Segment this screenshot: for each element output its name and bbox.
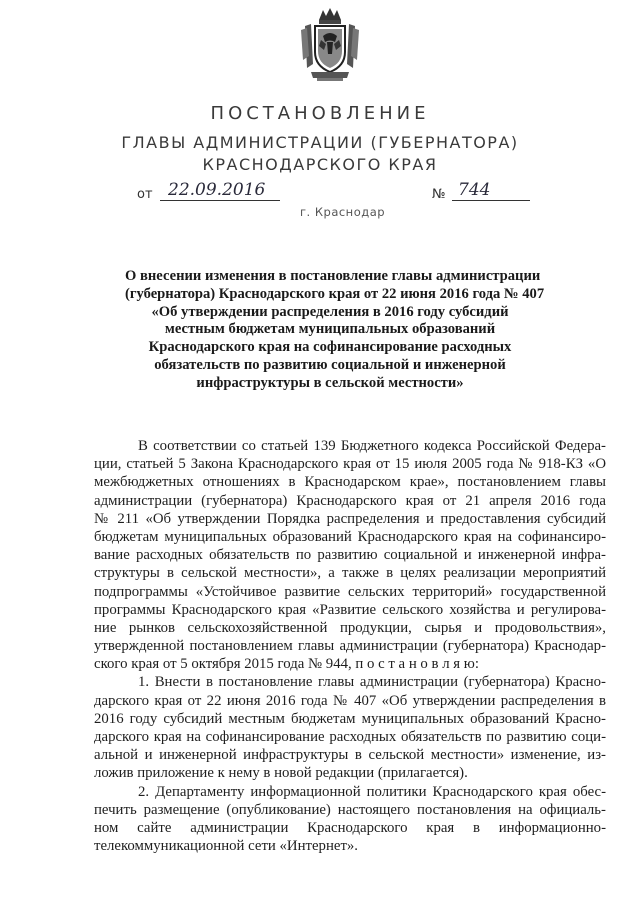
body-line: структуры в сельской местности», а также в целях реализации мероприятий: [94, 565, 606, 582]
body-line: подпрограммы «Устойчивое развитие сельских территорий» государственной: [94, 583, 606, 600]
body-line: ние рынков сельскохозяйственной продукции, сырья и продовольствия»,: [94, 619, 606, 636]
body-line: ции, статьей 5 Закона Краснодарского края от 15 июля 2005 года № 918-КЗ «О: [94, 456, 606, 473]
title-line: обязательств по развитию социальной и инженерной: [154, 356, 506, 373]
title-line: (губернатора) Краснодарского края от 22 июня 2016 года № 407: [125, 285, 545, 302]
body-line: В соответствии со статьей 139 Бюджетного кодекса Российской Федера-: [138, 438, 606, 454]
body-line: телекоммуникационной сети «Интернет».: [94, 838, 359, 855]
body-line: 1. Внести в постановление главы администрации (губернатора) Красно-: [138, 674, 606, 691]
body-line: ном сайте администрации Краснодарского края в информационно-: [94, 819, 606, 836]
body-line: бюджетам муниципальных образований Краснодарского края на софинансиро-: [94, 528, 606, 545]
date-underline: [160, 200, 280, 201]
number-prefix: №: [432, 187, 446, 202]
body-line: программы Краснодарского края «Развитие сельского хозяйства и регулирова-: [94, 601, 606, 618]
body-line: 2. Департаменту информационной политики Краснодарского края обес-: [138, 783, 606, 800]
date-prefix: от: [137, 187, 153, 202]
body-line: ложив приложение к нему в новой редакции (прилагается).: [94, 765, 468, 782]
title-line: инфраструктуры в сельской местности»: [196, 374, 464, 391]
city-label: г. Краснодар: [300, 205, 386, 219]
body-line: печить размещение (опубликование) настоящего постановления на официаль-: [94, 801, 606, 818]
issuer-heading: ГЛАВЫ АДМИНИСТРАЦИИ (ГУБЕРНАТОРА): [121, 133, 519, 152]
body-line: дарского края на софинансирование расходных обязательств по развитию соци-: [94, 729, 606, 745]
date-value: 22.09.2016: [168, 180, 266, 200]
body-line: 2016 году субсидий местным бюджетам муниципальных образований Красно-: [94, 710, 606, 727]
body-line: межбюджетных отношениях в Краснодарском крае», постановлением главы: [94, 474, 606, 491]
region-heading: КРАСНОДАРСКОГО КРАЯ: [202, 155, 438, 174]
title-line: местным бюджетам муниципальных образований: [164, 321, 496, 338]
body-line: вание расходных обязательств по развитию социальной и инженерной инфра-: [94, 547, 606, 564]
body-line: ского края от 5 октября 2015 года № 944, п о с т а н о в л я ю:: [94, 656, 479, 673]
title-line: «Об утверждении распределения в 2016 году субсидий: [151, 303, 509, 320]
document-type-heading: ПОСТАНОВЛЕНИЕ: [210, 103, 430, 124]
body-line: дарского края от 22 июня 2016 года № 407 «Об утверждении распределения в: [94, 692, 606, 709]
body-line: администрации (губернатора) Краснодарского края от 21 апреля 2016 года: [94, 492, 606, 509]
body-line: утвержденной постановлением главы администрации (губернатора) Краснодар-: [94, 638, 606, 655]
document-title: [125, 268, 545, 393]
number-underline: [452, 200, 530, 201]
document-body: [94, 437, 606, 855]
body-line: альной и инженерной инфраструктуры в сельской местности» изменение, из-: [94, 747, 606, 764]
coat-of-arms-emblem: [297, 6, 363, 82]
number-value: 744: [458, 180, 491, 200]
body-line: № 211 «Об утверждении Порядка распределения и предоставления субсидий: [94, 510, 606, 527]
title-line: О внесении изменения в постановление главы администрации: [125, 268, 541, 284]
title-line: Краснодарского края на софинансирование расходных: [148, 339, 512, 356]
